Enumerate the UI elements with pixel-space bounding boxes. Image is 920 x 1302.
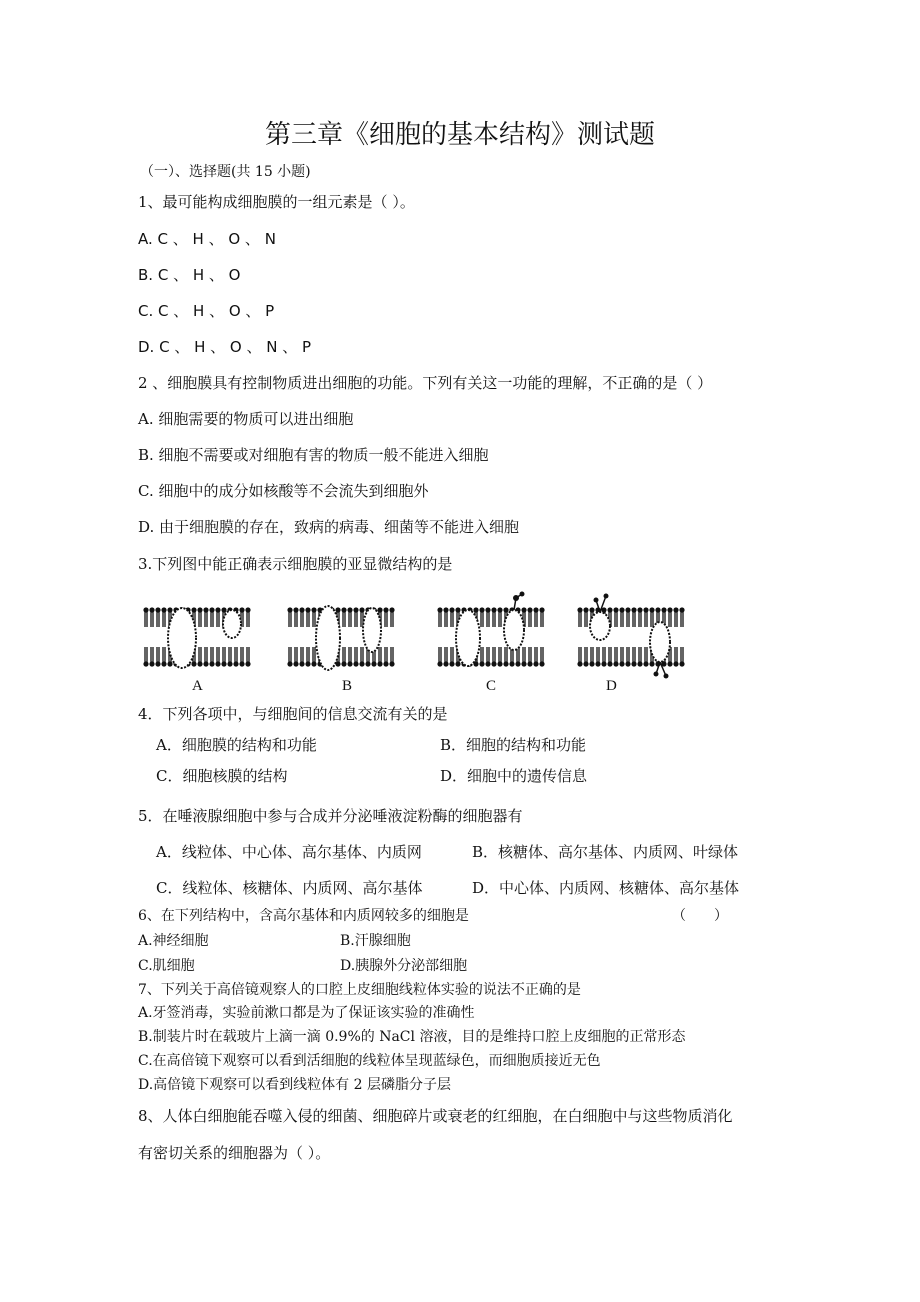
q5-option-c: C．线粒体、核糖体、内质网、高尔基体 — [156, 879, 423, 897]
q6-answer-paren: （ ） — [672, 908, 728, 924]
q7-option-c: C.在高倍镜下观察可以看到活细胞的线粒体呈现蓝绿色，而细胞质接近无色 — [138, 1053, 601, 1069]
q7-stem: 7、下列关于高倍镜观察人的口腔上皮细胞线粒体实验的说法不正确的是 — [138, 982, 581, 998]
figure-label-b: B — [342, 678, 353, 694]
q5-stem: 5．在唾液腺细胞中参与合成并分泌唾液淀粉酶的细胞器有 — [138, 807, 523, 825]
q2-stem: 2 、细胞膜具有控制物质进出细胞的功能。下列有关这一功能的理解，不正确的是（ ） — [138, 374, 713, 392]
q7-option-a: A.牙签消毒，实验前漱口都是为了保证该实验的准确性 — [138, 1005, 475, 1021]
q3-stem: 3.下列图中能正确表示细胞膜的亚显微结构的是 — [138, 555, 453, 573]
q4-option-b: B．细胞的结构和功能 — [440, 736, 587, 754]
q6-option-c: C.肌细胞 — [138, 958, 195, 974]
q7-option-b: B.制装片时在载玻片上滴一滴 0.9%的 NaCl 溶液，目的是维持口腔上皮细胞的正常形态 — [138, 1029, 686, 1045]
q1-option-b: B. C 、 H 、 O — [138, 266, 241, 284]
q8-line-1: 8、人体白细胞能吞噬入侵的细菌、细胞碎片或衰老的红细胞，在白细胞中与这些物质消化 — [138, 1107, 733, 1125]
q7-option-d: D.高倍镜下观察可以看到线粒体有 2 层磷脂分子层 — [138, 1077, 451, 1093]
q1-stem: 1、最可能构成细胞膜的一组元素是（ ）。 — [138, 193, 415, 211]
diagram-d — [577, 594, 684, 679]
page-title: 第三章《细胞的基本结构》测试题 — [264, 120, 655, 150]
q8-line-2: 有密切关系的细胞器为（ ）。 — [138, 1144, 331, 1162]
q5-option-a: A．线粒体、中心体、高尔基体、内质网 — [156, 843, 422, 861]
q5-option-d: D．中心体、内质网、核糖体、高尔基体 — [472, 879, 740, 897]
diagram-c — [437, 592, 544, 667]
q4-option-d: D．细胞中的遗传信息 — [440, 767, 588, 785]
q5-option-b: B．核糖体、高尔基体、内质网、叶绿体 — [472, 843, 739, 861]
section-heading: （一）、选择题(共 15 小题) — [140, 164, 311, 180]
figure-label-d: D — [606, 678, 617, 694]
figure-label-a: A — [192, 678, 203, 694]
q6-option-a: A.神经细胞 — [138, 933, 209, 949]
q4-option-a: A．细胞膜的结构和功能 — [156, 736, 317, 754]
q2-option-b: B. 细胞不需要或对细胞有害的物质一般不能进入细胞 — [138, 446, 489, 464]
q1-option-c: C. C 、 H 、 O 、 P — [138, 302, 275, 320]
q1-option-a: A. C 、 H 、 O 、 N — [138, 230, 276, 248]
q6-option-b: B.汗腺细胞 — [340, 933, 411, 949]
figure-label-c: C — [486, 678, 497, 694]
q4-stem: 4．下列各项中，与细胞间的信息交流有关的是 — [138, 705, 448, 723]
q2-option-c: C. 细胞中的成分如核酸等不会流失到细胞外 — [138, 482, 429, 500]
q2-option-a: A. 细胞需要的物质可以进出细胞 — [138, 410, 354, 428]
diagram-a — [143, 607, 250, 668]
membrane-diagrams — [136, 590, 696, 700]
diagram-b — [287, 606, 394, 670]
q6-option-d: D.胰腺外分泌部细胞 — [340, 958, 468, 974]
q6-stem: 6、在下列结构中，含高尔基体和内质网较多的细胞是 — [138, 908, 469, 924]
q2-option-d: D. 由于细胞膜的存在，致病的病毒、细菌等不能进入细胞 — [138, 518, 520, 536]
q1-option-d: D. C 、 H 、 O 、 N 、 P — [138, 338, 312, 356]
q4-option-c: C．细胞核膜的结构 — [156, 767, 288, 785]
